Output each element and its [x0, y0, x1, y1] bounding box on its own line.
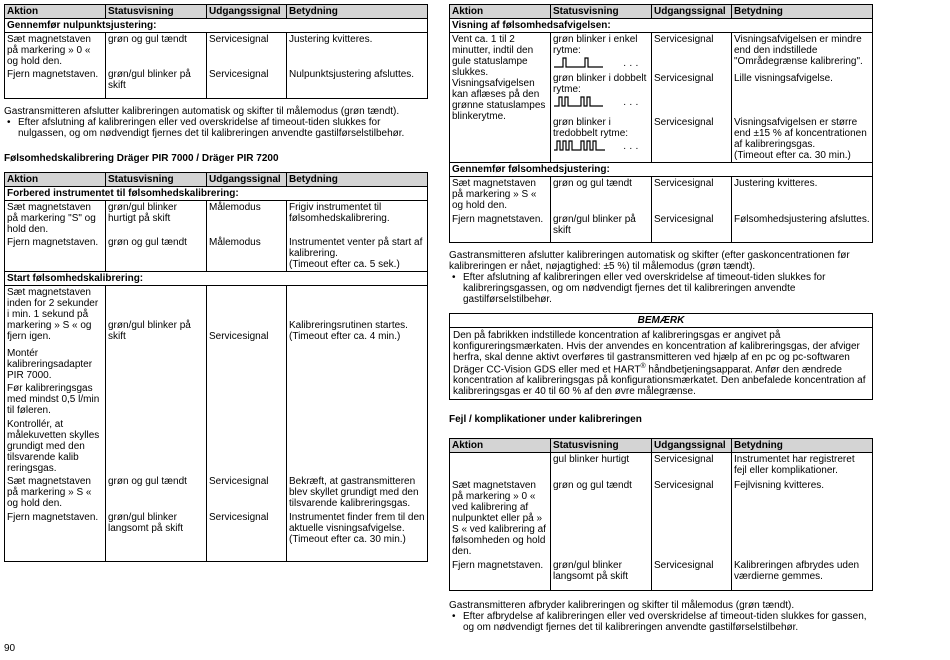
header-betydning: Betydning [287, 172, 428, 186]
section-title: Start følsomhedskalibrering: [5, 272, 428, 286]
header-udgangssignal: Udgangssignal [652, 439, 732, 453]
sensitivity-deviation-table [449, 4, 873, 243]
table-cell: Fjern magnetstaven. [5, 68, 106, 98]
paragraph: Gastransmitteren afslutter kalibreringen automatisk og skifter (efter gaskoncentrationen før kalibreringen er nået, nøjagtighed: ±5 %) til målemodus (grøn tændt). [449, 250, 850, 272]
rhythm-cell [551, 72, 652, 111]
section-heading: Fejl / komplikationer under kalibreringen [449, 414, 642, 426]
table-cell: grøn og gul tændt [551, 177, 652, 213]
table-cell: Bekræft, at gastransmitteren blev skyllet grundigt med den tilsvarende kalibreringsgas. [287, 475, 428, 511]
table-cell: grøn og gul tændt [106, 236, 207, 272]
table-cell: Justering kvitteres. [287, 33, 428, 69]
note-body: Den på fabrikken indstillede koncentration af kalibreringsgas er angivet på konfigureringsmærkaten. Hvis der anvendes en koncentration af kalibreringsgas, der afviger herfra, skal denne aktivt overføres til gastransmitteren ved hjælp af en pc og pc-softwaren Dräger CC-Vision GDS eller med et HART® håndbetjeningsapparat. Anfør den ændrede koncentration af kalibreringsgas på konfigurationsmærkatet. Den anbefalede koncentration af kalibreringsgas er 40 til 60 % af den øvre målegrænse. [453, 330, 866, 398]
table-cell: Justering kvitteres. [732, 177, 873, 213]
table-cell: Følsomhedsjustering afsluttes. [732, 213, 873, 243]
table-cell: Sæt magnetstaven på markering » 0 « og hold den. [5, 33, 106, 69]
section-title: Gennemfør nulpunktsjustering: [5, 19, 428, 33]
table-cell: Målemodus [207, 236, 287, 272]
table-cell: Fjern magnetstaven. [5, 511, 106, 561]
ellipsis: · · · [623, 143, 639, 154]
header-aktion: Aktion [5, 5, 106, 19]
note-title: BEMÆRK [450, 314, 872, 328]
table-cell: grøn/gul blinker på skift [106, 68, 207, 98]
table-cell: Sæt magnetstaven på markering » S « og hold den. [450, 177, 551, 213]
table-cell: Servicesignal [207, 68, 287, 98]
header-statusvisning: Statusvisning [106, 5, 207, 19]
single-rhythm-icon [553, 57, 649, 71]
status-text: grøn blinker i tredobbelt rytme: [553, 117, 629, 139]
table-cell: Servicesignal [652, 479, 732, 559]
section-title: Forbered instrumentet til følsomhedskalibrering: [5, 186, 428, 200]
header-statusvisning: Statusvisning [551, 439, 652, 453]
header-aktion: Aktion [450, 5, 551, 19]
table-cell: grøn/gul blinker langsomt på skift [106, 511, 207, 561]
header-udgangssignal: Udgangssignal [652, 5, 732, 19]
table-cell: Nulpunktsjustering afsluttes. [287, 68, 428, 98]
table-cell: Servicesignal [207, 511, 287, 561]
section-title: Visning af følsomhedsafvigelsen: [450, 19, 873, 33]
table-cell: Sæt magnetstaven på markering "S" og hold den. [5, 200, 106, 236]
registered-mark: ® [640, 363, 646, 370]
table-cell: Visningsafvigelsen er større end ±15 % af koncentrationen af kalibreringsgas. (Timeout efter ca. 30 min.) [732, 111, 873, 163]
header-betydning: Betydning [287, 5, 428, 19]
table-cell: Frigiv instrumentet til følsomhedskalibrering. [287, 200, 428, 236]
zero-point-table [4, 4, 428, 99]
table-cell: Kalibreringsrutinen startes. (Timeout efter ca. 4 min.) [287, 286, 428, 344]
table-cell: Instrumentet venter på start af kalibrering. (Timeout efter ca. 5 sek.) [287, 236, 428, 272]
table-cell: Servicesignal [207, 286, 287, 344]
table-cell: Vent ca. 1 til 2 minutter, indtil den gule statuslampe slukkes. Visningsafvigelsen kan aflæses på den grønne statuslampes blinkerytme. [450, 33, 551, 163]
note-box [449, 313, 873, 400]
table-cell: Servicesignal [207, 33, 287, 69]
header-udgangssignal: Udgangssignal [207, 5, 287, 19]
errors-table [449, 438, 873, 591]
triple-rhythm-icon [553, 140, 649, 154]
table-cell: Servicesignal [652, 72, 732, 111]
table-cell: Montér kalibreringsadapter PIR 7000. [5, 343, 106, 382]
ellipsis: · · · [623, 99, 639, 110]
left-column [4, 4, 428, 562]
table-cell: Kalibreringen afbrydes uden værdierne gemmes. [732, 559, 873, 591]
table-cell: Servicesignal [652, 33, 732, 73]
paragraph: Gastransmitteren afbryder kalibreringen og skifter til målemodus (grøn tændt). [449, 600, 795, 612]
rhythm-cell [551, 111, 652, 163]
table-cell: Servicesignal [652, 111, 732, 163]
table-cell: Fejlvisning kvitteres. [732, 479, 873, 559]
header-aktion: Aktion [5, 172, 106, 186]
status-text: grøn blinker i enkel rytme: [553, 34, 638, 56]
table-cell: grøn og gul tændt [551, 479, 652, 559]
table-cell [450, 453, 551, 479]
table-cell: Fjern magnetstaven. [450, 213, 551, 243]
table-cell: Kontrollér, at målekuvetten skylles grundigt med den tilsvarende kalib reringsgas. [5, 418, 106, 475]
table-cell: Lille visningsafvigelse. [732, 72, 873, 111]
list-item: • Efter afslutning af kalibreringen eller ved overskridelse af timeout-tiden slukkes for kalibreringsgassen, og om nødvendigt fjernes det til kalibreringen anvendte gastilførselstilbehør. [463, 272, 873, 305]
table-cell: Servicesignal [207, 475, 287, 511]
table-cell: grøn/gul blinker langsomt på skift [551, 559, 652, 591]
page-number: 90 [4, 643, 16, 654]
table-cell: Servicesignal [652, 213, 732, 243]
header-statusvisning: Statusvisning [551, 5, 652, 19]
ellipsis: · · · [623, 60, 639, 71]
double-rhythm-icon [553, 96, 649, 110]
table-cell: Før kalibreringsgas med mindst 0,5 l/min til føleren. [5, 382, 106, 418]
table-cell: grøn og gul tændt [106, 33, 207, 69]
table-cell: Målemodus [207, 200, 287, 236]
table-cell: Instrumentet finder frem til den aktuelle visningsafvigelse. (Timeout efter ca. 30 min.) [287, 511, 428, 561]
table-cell: Instrumentet har registreret fejl eller komplikationer. [732, 453, 873, 479]
list-item: • Efter afbrydelse af kalibreringen eller ved overskridelse af timeout-tiden slukkes for gassen, og om nødvendigt fjernes det til kalibreringen anvendte gastilførselstilbehør. [463, 611, 873, 633]
table-cell: Servicesignal [652, 453, 732, 479]
table-cell: Sæt magnetstaven inden for 2 sekunder i min. 1 sekund på markering » S « og fjern igen. [5, 286, 106, 344]
sensitivity-calibration-table [4, 172, 428, 562]
table-cell: Sæt magnetstaven på markering » 0 « ved kalibrering af nulpunktet eller på » S « ved kalibrering af følsomheden og hold den. [450, 479, 551, 559]
section-heading: Følsomhedskalibrering Dräger PIR 7000 / Dräger PIR 7200 [4, 152, 279, 164]
header-betydning: Betydning [732, 5, 873, 19]
header-aktion: Aktion [450, 439, 551, 453]
table-cell: Fjern magnetstaven. [450, 559, 551, 591]
header-statusvisning: Statusvisning [106, 172, 207, 186]
table-cell: grøn og gul tændt [106, 475, 207, 511]
table-cell: Fjern magnetstaven. [5, 236, 106, 272]
table-cell: grøn/gul blinker på skift [551, 213, 652, 243]
section-title: Gennemfør følsomhedsjustering: [450, 163, 873, 177]
table-cell: gul blinker hurtigt [551, 453, 652, 479]
list-item: • Efter afslutning af kalibreringen eller ved overskridelse af timeout-tiden slukkes for nulgassen, og om nødvendigt fjernes det til kalibreringen anvendte gastilførselstilbehør. [18, 117, 428, 139]
paragraph: Gastransmitteren afslutter kalibreringen automatisk og skifter til målemodus (grøn tændt). [4, 105, 400, 117]
header-udgangssignal: Udgangssignal [207, 172, 287, 186]
right-column [449, 4, 873, 633]
header-betydning: Betydning [732, 439, 873, 453]
table-cell: Sæt magnetstaven på markering » S « og hold den. [5, 475, 106, 511]
bullet-list [4, 117, 428, 139]
table-cell: grøn/gul blinker hurtigt på skift [106, 200, 207, 236]
rhythm-cell [551, 33, 652, 73]
status-text: grøn blinker i dobbelt rytme: [553, 73, 647, 95]
table-cell: Visningsafvigelsen er mindre end den indstillede "Områdegrænse kalibrering". [732, 33, 873, 73]
bullet-list [449, 272, 873, 305]
table-cell: Servicesignal [652, 177, 732, 213]
bullet-list [449, 611, 873, 633]
table-cell: Servicesignal [652, 559, 732, 591]
table-cell: grøn/gul blinker på skift [106, 286, 207, 344]
